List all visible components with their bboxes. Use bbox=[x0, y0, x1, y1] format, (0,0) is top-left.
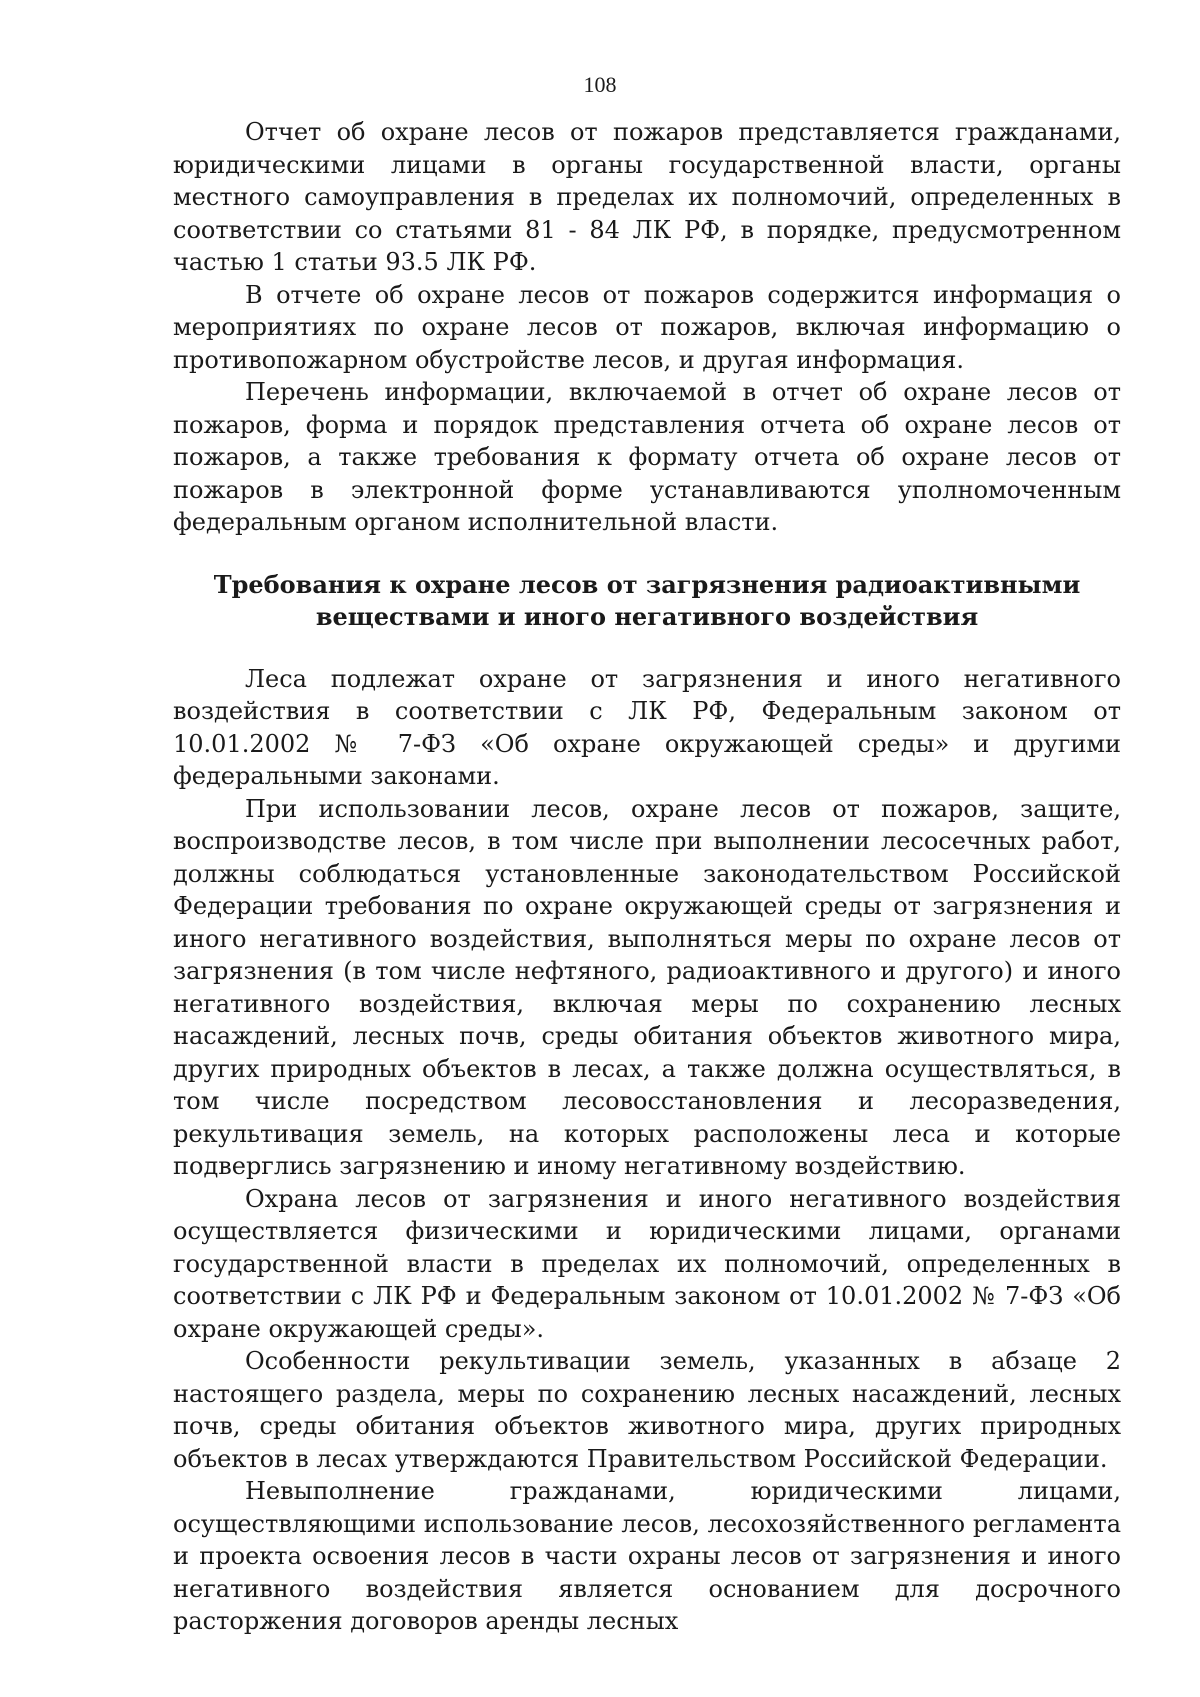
paragraph: Отчет об охране лесов от пожаров представляется гражданами, юридическими лицами в органы государственной власти, органы местного самоуправления в пределах их полномочий, определенных в соответствии со статьями 81 - 84 ЛК РФ, в порядке, предусмотренном частью 1 статьи 93.5 ЛК РФ. bbox=[173, 118, 1121, 276]
paragraph: Перечень информации, включаемой в отчет об охране лесов от пожаров, форма и порядок представления отчета об охране лесов от пожаров, а также требования к формату отчета об охране лесов от пожаров в электронной форме устанавливаются уполномоченным федеральным органом исполнительной власти. bbox=[173, 378, 1121, 536]
section-heading bbox=[173, 569, 1121, 633]
section-heading-line: Требования к охране лесов от загрязнения радиоактивными bbox=[213, 569, 1081, 599]
page-number: 108 bbox=[583, 72, 617, 97]
paragraph: Леса подлежат охране от загрязнения и иного негативного воздействия в соответствии с ЛК РФ, Федеральным законом от 10.01.2002 № 7-ФЗ «Об охране окружающей среды» и другими федеральными законами. bbox=[173, 664, 1121, 790]
spacer bbox=[173, 539, 1121, 569]
paragraph: Охрана лесов от загрязнения и иного негативного воздействия осуществляется физическими и юридическими лицами, органами государственной власти в пределах их полномочий, определенных в соответствии с ЛК РФ и Федеральным законом от 10.01.2002 № 7-ФЗ «Об охране окружающей среды». bbox=[173, 1184, 1121, 1343]
paragraph: Особенности рекультивации земель, указанных в абзаце 2 настоящего раздела, меры по сохранению лесных насаждений, лесных почв, среды обитания объектов животного мира, других природных объектов в лесах утверждаются Правительством Российской Федерации. bbox=[173, 1347, 1121, 1473]
paragraph: Невыполнение гражданами, юридическими лицами, осуществляющими использование лесов, лесохозяйственного регламента и проекта освоения лесов в части охраны лесов от загрязнения и иного негативного воздействия является основанием для досрочного расторжения договоров аренды лесных bbox=[173, 1477, 1121, 1635]
paragraph: В отчете об охране лесов от пожаров содержится информация о мероприятиях по охране лесов от пожаров, включая информацию о противопожарном обустройстве лесов, и другая информация. bbox=[173, 280, 1121, 374]
spacer bbox=[173, 633, 1121, 663]
document-body bbox=[173, 116, 1121, 1638]
section-heading-line: веществами и иного негативного воздействия bbox=[315, 601, 979, 631]
paragraph: При использовании лесов, охране лесов от пожаров, защите, воспроизводстве лесов, в том числе при выполнении лесосечных работ, должны соблюдаться установленные законодательством Российской Федерации требования по охране окружающей среды от загрязнения и иного негативного воздействия, выполняться меры по охране лесов от загрязнения (в том числе нефтяного, радиоактивного и другого) и иного негативного воздействия, включая меры по сохранению лесных насаждений, лесных почв, среды обитания объектов животного мира, других природных объектов в лесах, а также должна осуществляться, в том числе посредством лесовосстановления и лесоразведения, рекультивация земель, на которых расположены леса и которые подверглись загрязнению и иному негативному воздействию. bbox=[173, 794, 1121, 1180]
